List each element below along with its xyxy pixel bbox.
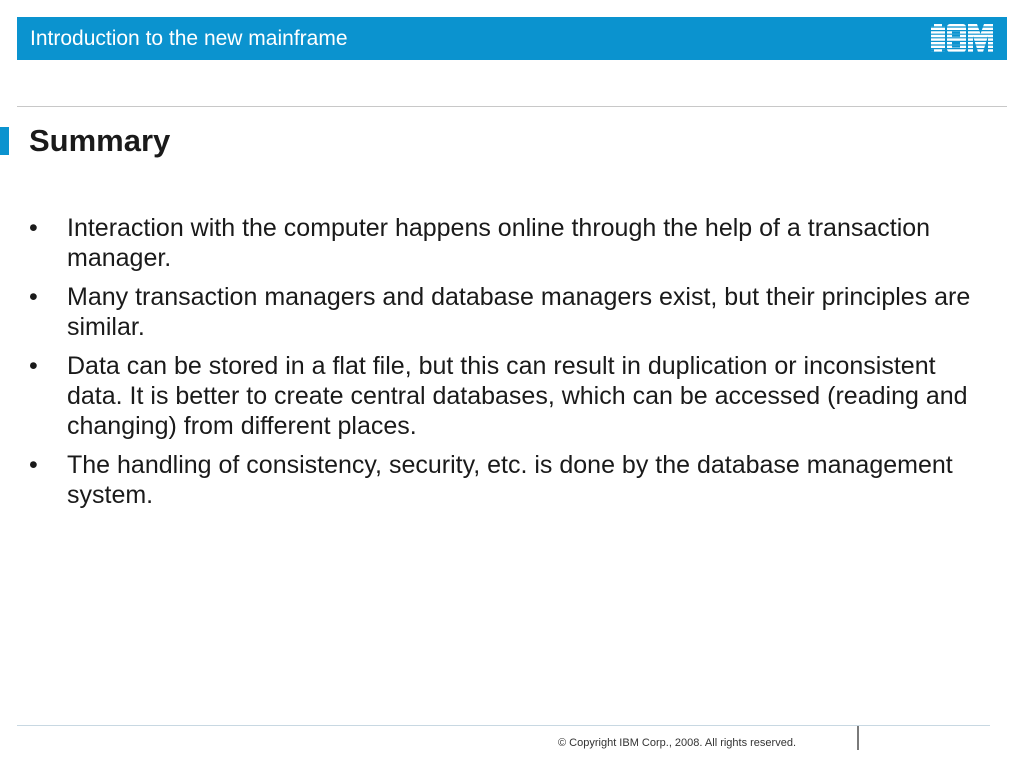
bullet-symbol: • — [29, 451, 38, 479]
slide-title: Summary — [29, 123, 171, 158]
header-title: Introduction to the new mainframe — [30, 27, 348, 50]
bullet-symbol: • — [29, 283, 38, 311]
footer-tick-mark — [857, 726, 859, 750]
bullet-list — [29, 213, 979, 519]
bullet-item — [29, 450, 979, 510]
copyright-notice: © Copyright IBM Corp., 2008. All rights reserved. — [558, 737, 796, 749]
header-bar — [17, 17, 1007, 60]
header-divider — [17, 106, 1007, 107]
bullet-text: Interaction with the computer happens online through the help of a transaction manager. — [67, 214, 931, 272]
footer-divider — [17, 725, 990, 726]
bullet-text: Data can be stored in a flat file, but this can result in duplication or inconsistent data. It is better to create central databases, which can be accessed (reading and changing) from different places. — [67, 352, 968, 440]
bullet-text: Many transaction managers and database managers exist, but their principles are similar. — [67, 283, 971, 341]
ibm-logo — [931, 24, 993, 53]
bullet-item — [29, 282, 979, 342]
bullet-text: The handling of consistency, security, etc. is done by the database management system. — [67, 451, 953, 509]
bullet-item — [29, 351, 979, 441]
bullet-symbol: • — [29, 214, 38, 242]
title-accent-marker — [0, 127, 9, 155]
bullet-symbol: • — [29, 352, 38, 380]
bullet-item — [29, 213, 979, 273]
